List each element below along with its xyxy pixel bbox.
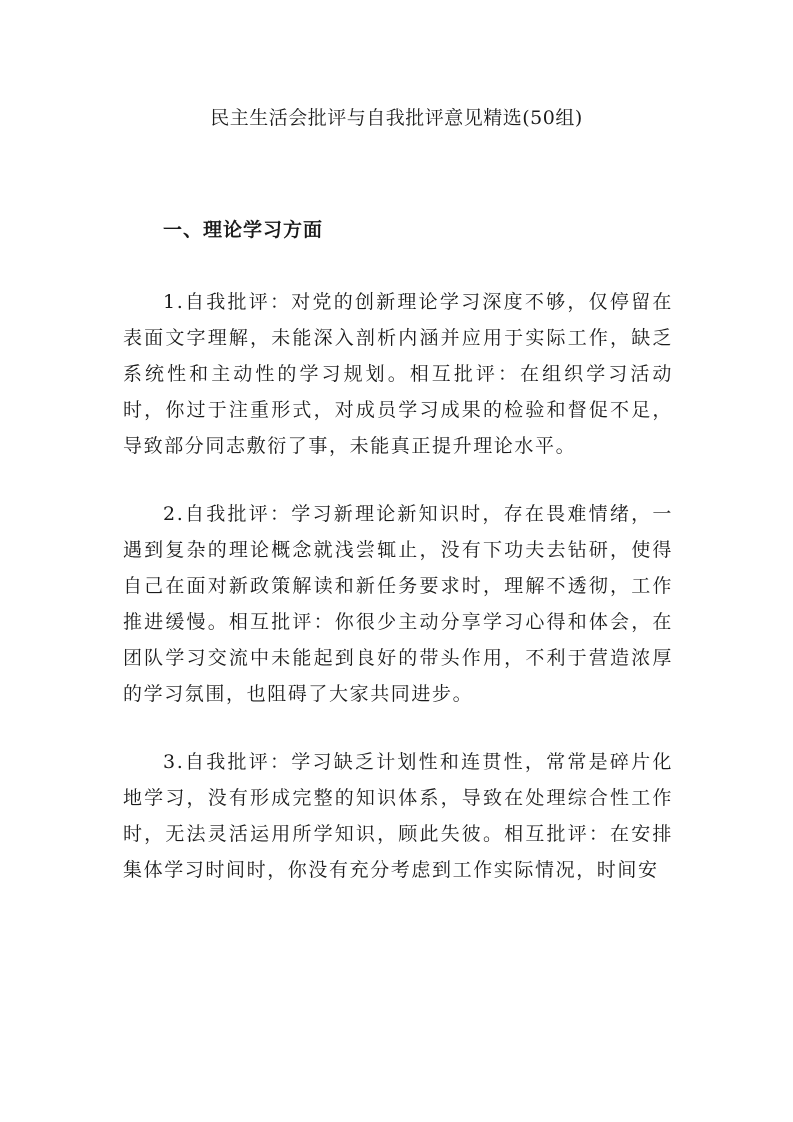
- paragraph-2: 2.自我批评：学习新理论新知识时，存在畏难情绪，一遇到复杂的理论概念就浅尝辄止，没有下功夫去钻研，使得自己在面对新政策解读和新任务要求时，理解不透彻，工作推进缓慢。相互批评：你很少主动分享学习心得和体会，在团队学习交流中未能起到良好的带头作用，不利于营造浓厚的学习氛围，也阻碍了大家共同进步。: [123, 503, 673, 705]
- paragraph-3: 3.自我批评：学习缺乏计划性和连贯性，常常是碎片化地学习，没有形成完整的知识体系，导致在处理综合性工作时，无法灵活运用所学知识，顾此失彼。相互批评：在安排集体学习时间时，你没有充分考虑到工作实际情况，时间安: [123, 751, 673, 881]
- document-body: [123, 284, 673, 920]
- section-heading: 一、理论学习方面: [163, 219, 324, 241]
- paragraph-1: 1.自我批评：对党的创新理论学习深度不够，仅停留在表面文字理解，未能深入剖析内涵并应用于实际工作，缺乏系统性和主动性的学习规划。相互批评：在组织学习活动时，你过于注重形式，对成员学习成果的检验和督促不足，导致部分同志敷衍了事，未能真正提升理论水平。: [123, 291, 673, 457]
- document-title: 民主生活会批评与自我批评意见精选(50组): [210, 107, 583, 129]
